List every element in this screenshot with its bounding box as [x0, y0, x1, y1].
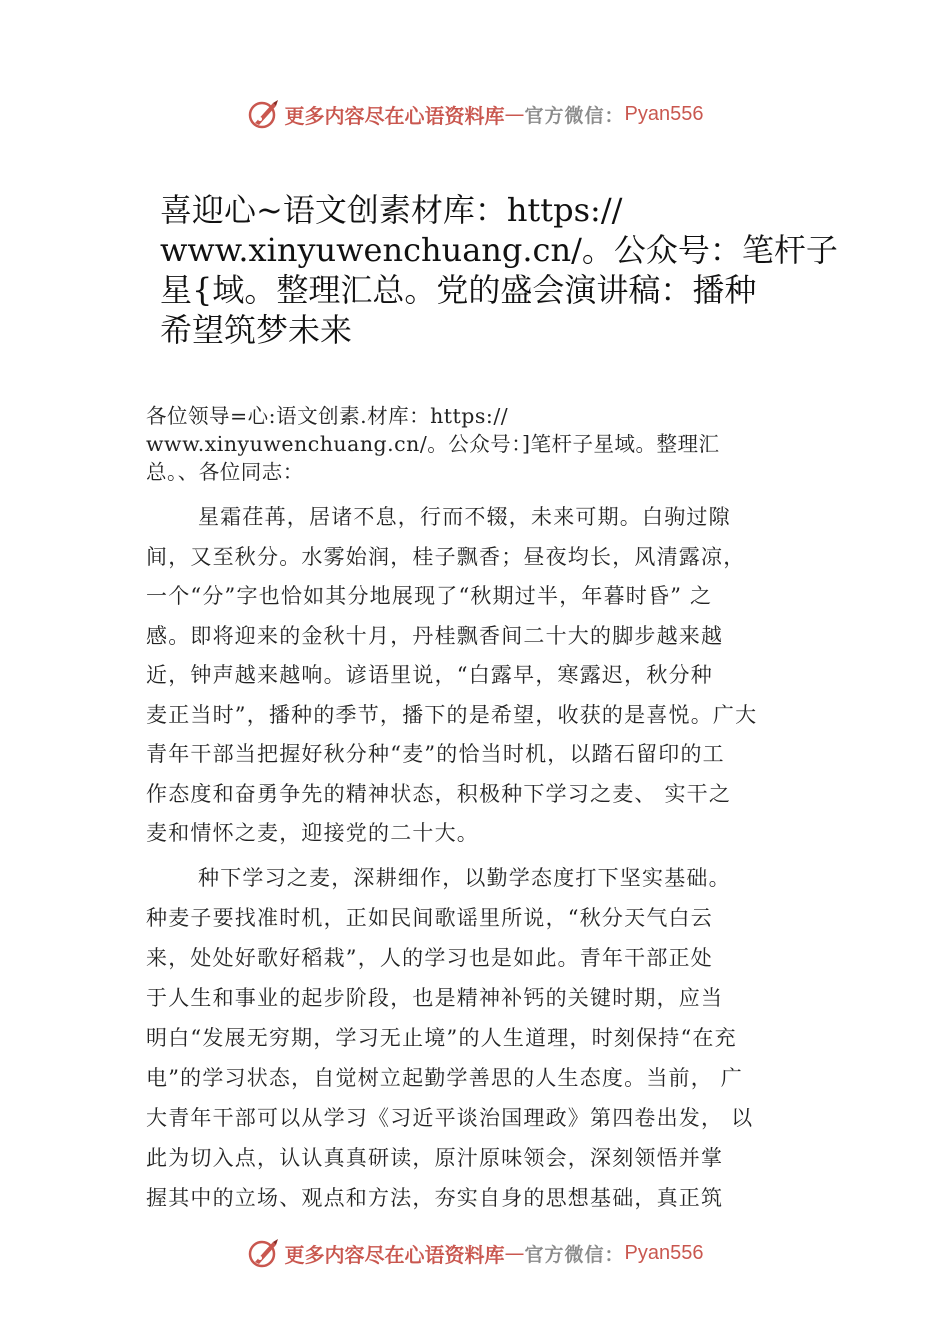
- paragraph-line: 麦正当时”，播种的季节，播下的是希望，收获的是喜悦。广大: [146, 702, 758, 727]
- paragraph-line: 间，又至秋分。水雾始润，桂子飘香；昼夜均长，风清露凉，: [146, 544, 746, 569]
- salutation-line: 各位领导=心:语文创素.材库：https://: [146, 404, 509, 428]
- salutation: [146, 402, 826, 486]
- document-title: [160, 190, 850, 350]
- title-line: 喜迎心~语文创素材库：https://: [160, 191, 623, 229]
- paragraph-line: 大青年干部可以从学习《习近平谈治国理政》第四卷出发， 以: [146, 1105, 754, 1130]
- title-line: www.xinyuwenchuang.cn/。公众号：笔杆子: [160, 231, 838, 269]
- paragraph-line: 感。即将迎来的金秋十月，丹桂飘香间二十大的脚步越来越: [146, 623, 724, 648]
- paragraph-line: 握其中的立场、观点和方法，夯实自身的思想基础，真正筑: [146, 1185, 724, 1210]
- paragraph-line: 种下学习之麦，深耕细作，以勤学态度打下坚实基础。: [198, 865, 731, 890]
- paragraph-2: [146, 858, 826, 1218]
- banner-wechat-label: 官方微信：: [524, 104, 625, 127]
- paragraph-line: 电”的学习状态，自觉树立起勤学善思的人生态度。当前， 广: [146, 1065, 744, 1090]
- paragraph-line: 种麦子要找准时机，正如民间歌谣里所说，“秋分天气白云: [146, 905, 713, 930]
- paragraph-line: 星霜荏苒，居诸不息，行而不辍，未来可期。白驹过隙: [198, 505, 731, 529]
- title-line: 星{域。整理汇总。党的盛会演讲稿：播种: [160, 271, 757, 309]
- banner-wechat-id: Pyan556: [624, 102, 704, 125]
- paragraph-1: [146, 498, 826, 854]
- header-banner: [0, 94, 950, 134]
- quill-logo-icon: [247, 97, 281, 131]
- banner-wechat-id: Pyan556: [624, 1241, 704, 1264]
- paragraph-line: 一个“分”字也恰如其分地展现了“秋期过半，年暮时昏” 之: [146, 584, 713, 608]
- banner-wechat-label: 官方微信：: [524, 1243, 625, 1266]
- paragraph-line: 麦和情怀之麦，迎接党的二十大。: [146, 821, 479, 845]
- paragraph-line: 来，处处好歌好稻栽”，人的学习也是如此。青年干部正处: [146, 945, 713, 970]
- paragraph-line: 此为切入点，认认真真研读，原汁原味领会，深刻领悟并掌: [146, 1145, 724, 1170]
- banner-dash: —: [504, 1241, 525, 1265]
- banner-site-text: 更多内容尽在心语资料库: [284, 103, 505, 128]
- paragraph-line: 于人生和事业的起步阶段，也是精神补钙的关键时期，应当: [146, 985, 724, 1010]
- document-body: [146, 402, 826, 1218]
- paragraph-line: 明白“发展无穷期，学习无止境”的人生道理，时刻保持“在充: [146, 1025, 737, 1050]
- banner-site-text: 更多内容尽在心语资料库: [284, 1242, 505, 1267]
- salutation-line: www.xinyuwenchuang.cn/。公众号：]笔杆子星域。整理汇: [146, 432, 720, 456]
- footer-banner: [0, 1233, 950, 1273]
- banner-dash: —: [504, 102, 525, 126]
- title-line: 希望筑梦未来: [160, 311, 353, 349]
- paragraph-line: 青年干部当把握好秋分种“麦”的恰当时机，以踏石留印的工: [146, 742, 725, 766]
- quill-logo-icon: [247, 1236, 281, 1270]
- paragraph-line: 近，钟声越来越响。谚语里说，“白露早，寒露迟，秋分种: [146, 663, 713, 687]
- paragraph-line: 作态度和奋勇争先的精神状态，积极种下学习之麦、 实干之: [146, 781, 732, 806]
- salutation-line: 总。、各位同志：: [146, 460, 304, 484]
